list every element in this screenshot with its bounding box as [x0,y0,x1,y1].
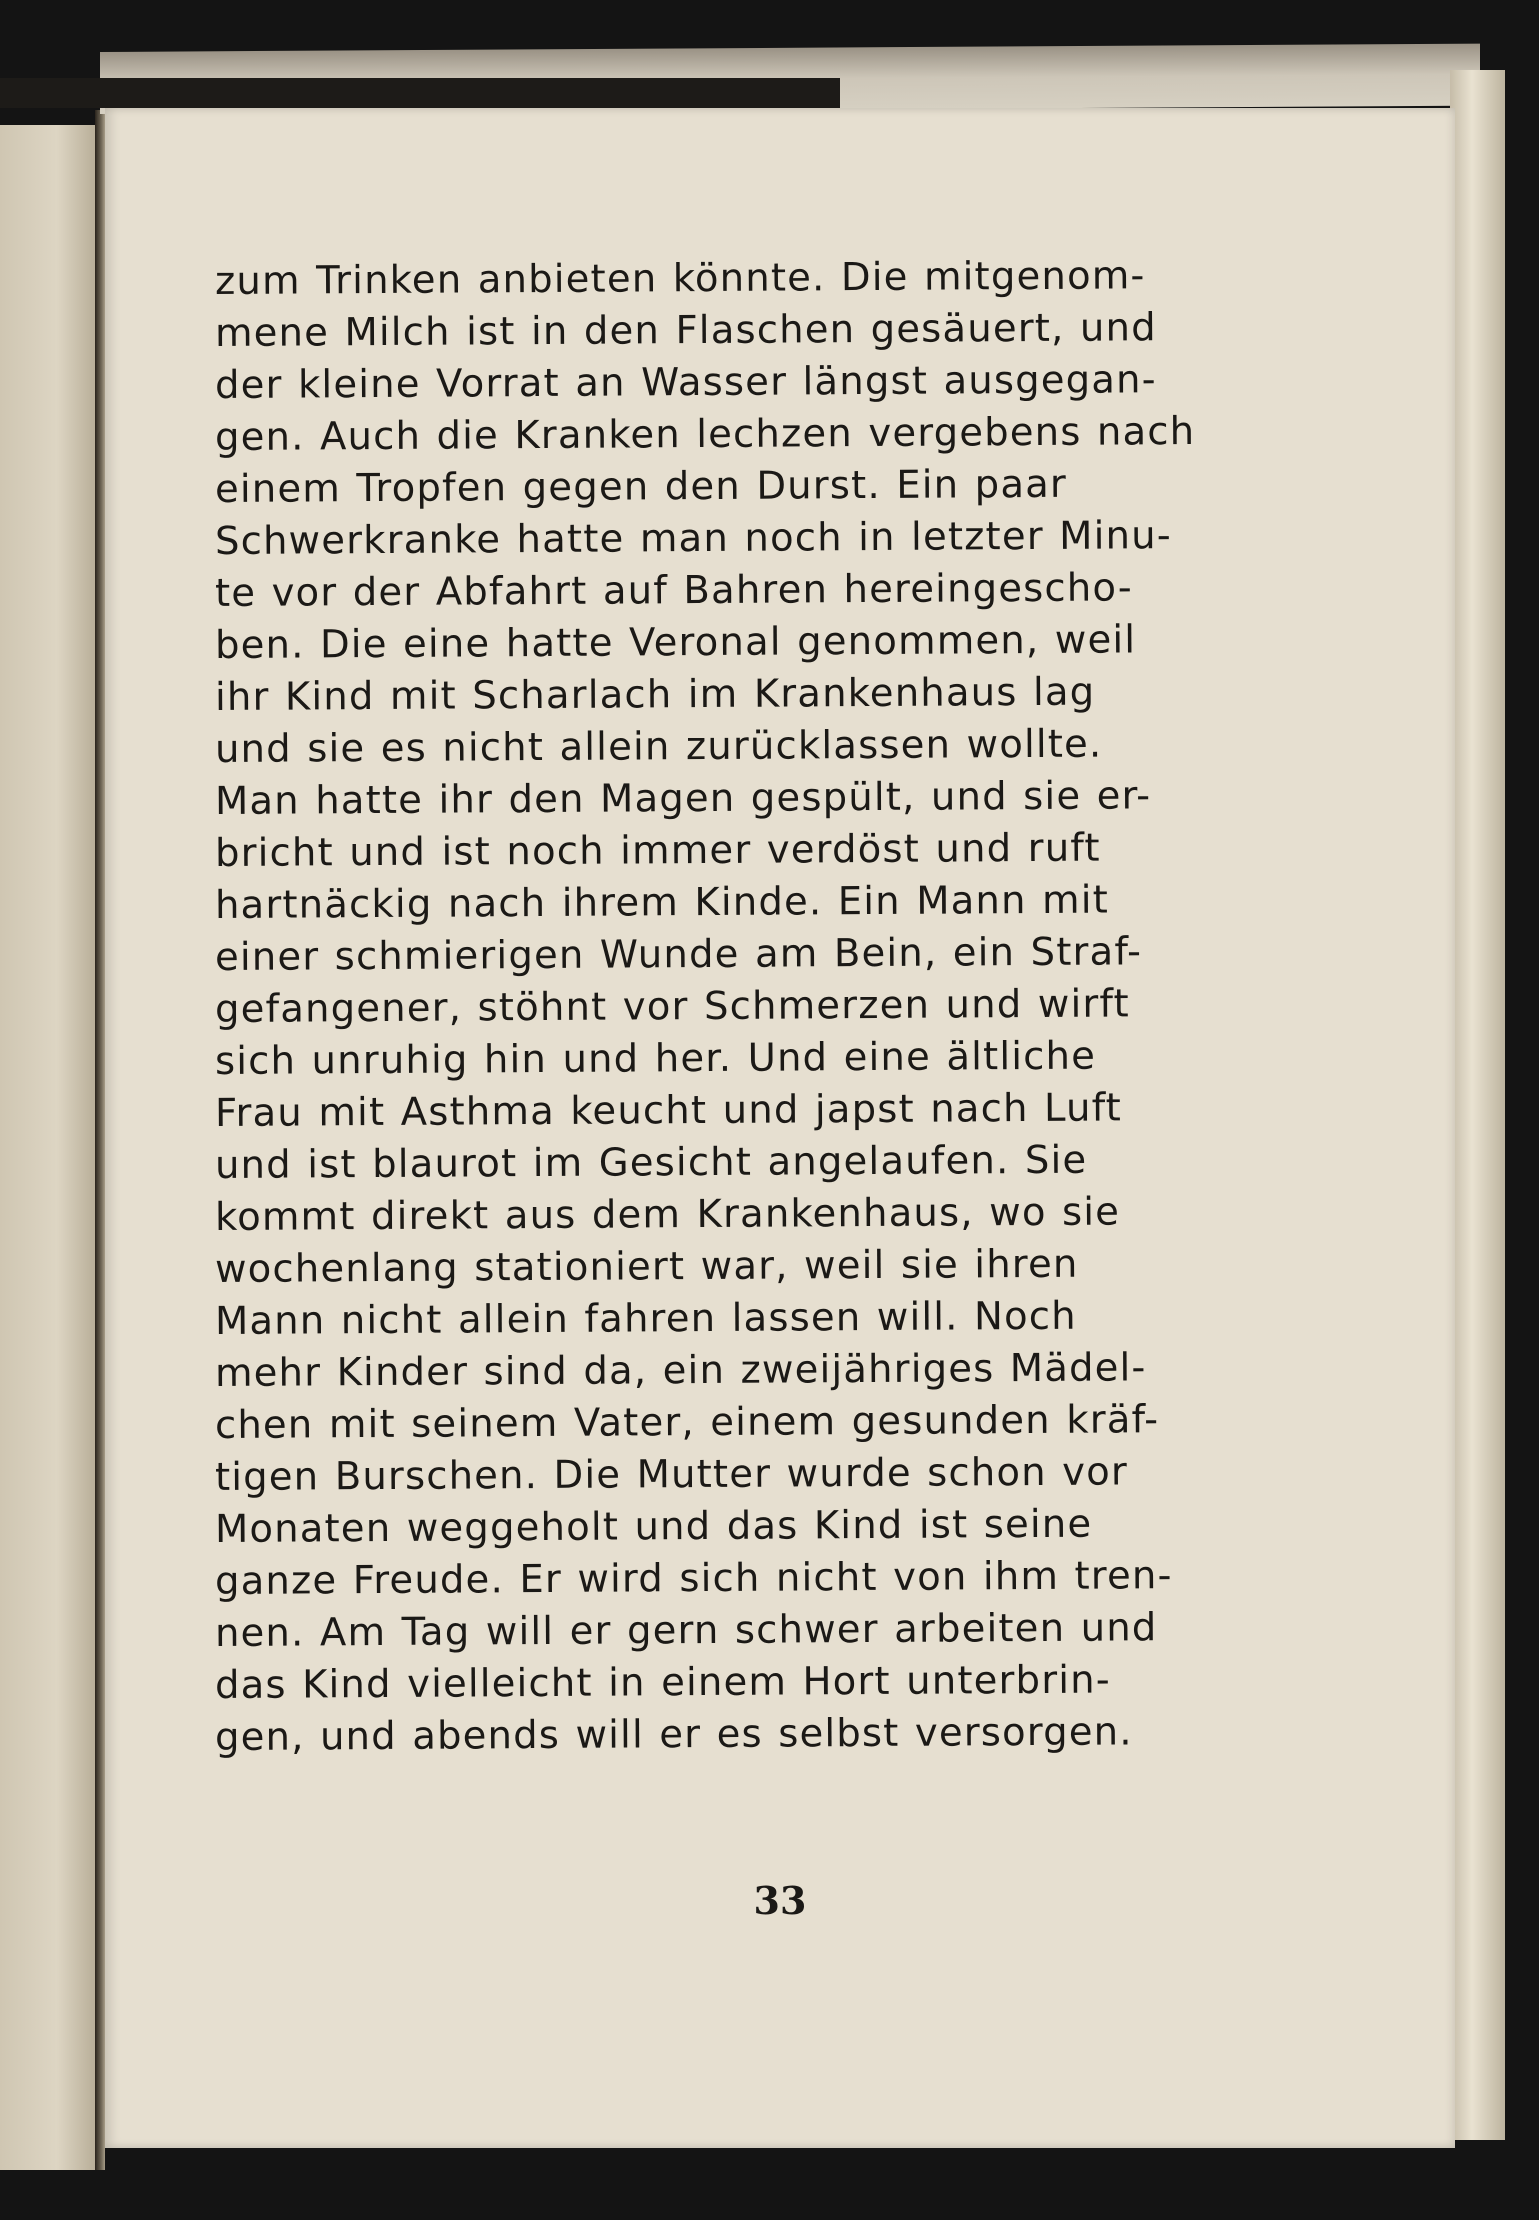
text-line: ganze Freude. Er wird sich nicht von ihm tren- [214,1553,1173,1604]
body-text [214,253,1215,1764]
text-line: ihr Kind mit Scharlach im Krankenhaus lag [214,669,1096,720]
text-line: Mann nicht allein fahren lassen will. Noch [214,1293,1077,1344]
text-line: nen. Am Tag will er gern schwer arbeiten und [214,1605,1158,1656]
top-dark-strip [0,78,840,108]
text-line: Frau mit Asthma keucht und japst nach Luft [214,1085,1123,1136]
text-line: Monaten weggeholt und das Kind ist seine [214,1501,1093,1552]
text-line: gefangener, stöhnt vor Schmerzen und wirft [214,981,1130,1032]
text-line: bricht und ist noch immer verdöst und ruft [214,825,1101,876]
text-line: kommt direkt aus dem Krankenhaus, wo sie [214,1189,1121,1240]
right-page-edge [1450,70,1505,2140]
text-line: einem Tropfen gegen den Durst. Ein paar [214,461,1068,512]
text-line: wochenlang stationiert war, weil sie ihren [214,1241,1079,1292]
book-page [105,108,1455,2148]
text-line: gen, und abends will er es selbst versorgen. [214,1709,1133,1760]
left-page-edge [0,125,95,2170]
text-line: und sie es nicht allein zurücklassen wollte. [214,721,1103,772]
text-line: zum Trinken anbieten könnte. Die mitgenom- [214,253,1146,304]
text-line: te vor der Abfahrt auf Bahren hereingescho- [214,565,1134,616]
text-line: einer schmierigen Wunde am Bein, ein Straf- [214,929,1143,980]
text-line: Schwerkranke hatte man noch in letzter Minu- [214,513,1172,564]
text-line: der kleine Vorrat an Wasser längst ausgegan- [214,357,1157,408]
text-line: gen. Auch die Kranken lechzen vergebens nach [214,409,1196,460]
text-line: Man hatte ihr den Magen gespült, und sie er- [214,773,1152,824]
text-line: das Kind vielleicht in einem Hort unterbrin- [214,1657,1112,1708]
text-line: mehr Kinder sind da, ein zweijähriges Mädel- [214,1345,1147,1396]
text-line: mene Milch ist in den Flaschen gesäuert, und [214,305,1157,356]
text-line: ben. Die eine hatte Veronal genommen, weil [214,617,1137,668]
page-number: 33 [753,1878,807,1923]
text-line: und ist blaurot im Gesicht angelaufen. Sie [214,1137,1088,1188]
text-line: hartnäckig nach ihrem Kinde. Ein Mann mit [214,877,1110,928]
book-gutter [95,110,105,2170]
text-line: tigen Burschen. Die Mutter wurde schon vor [214,1449,1129,1500]
text-line: chen mit seinem Vater, einem gesunden kräf- [214,1397,1160,1448]
text-line: sich unruhig hin und her. Und eine ältliche [214,1033,1097,1084]
